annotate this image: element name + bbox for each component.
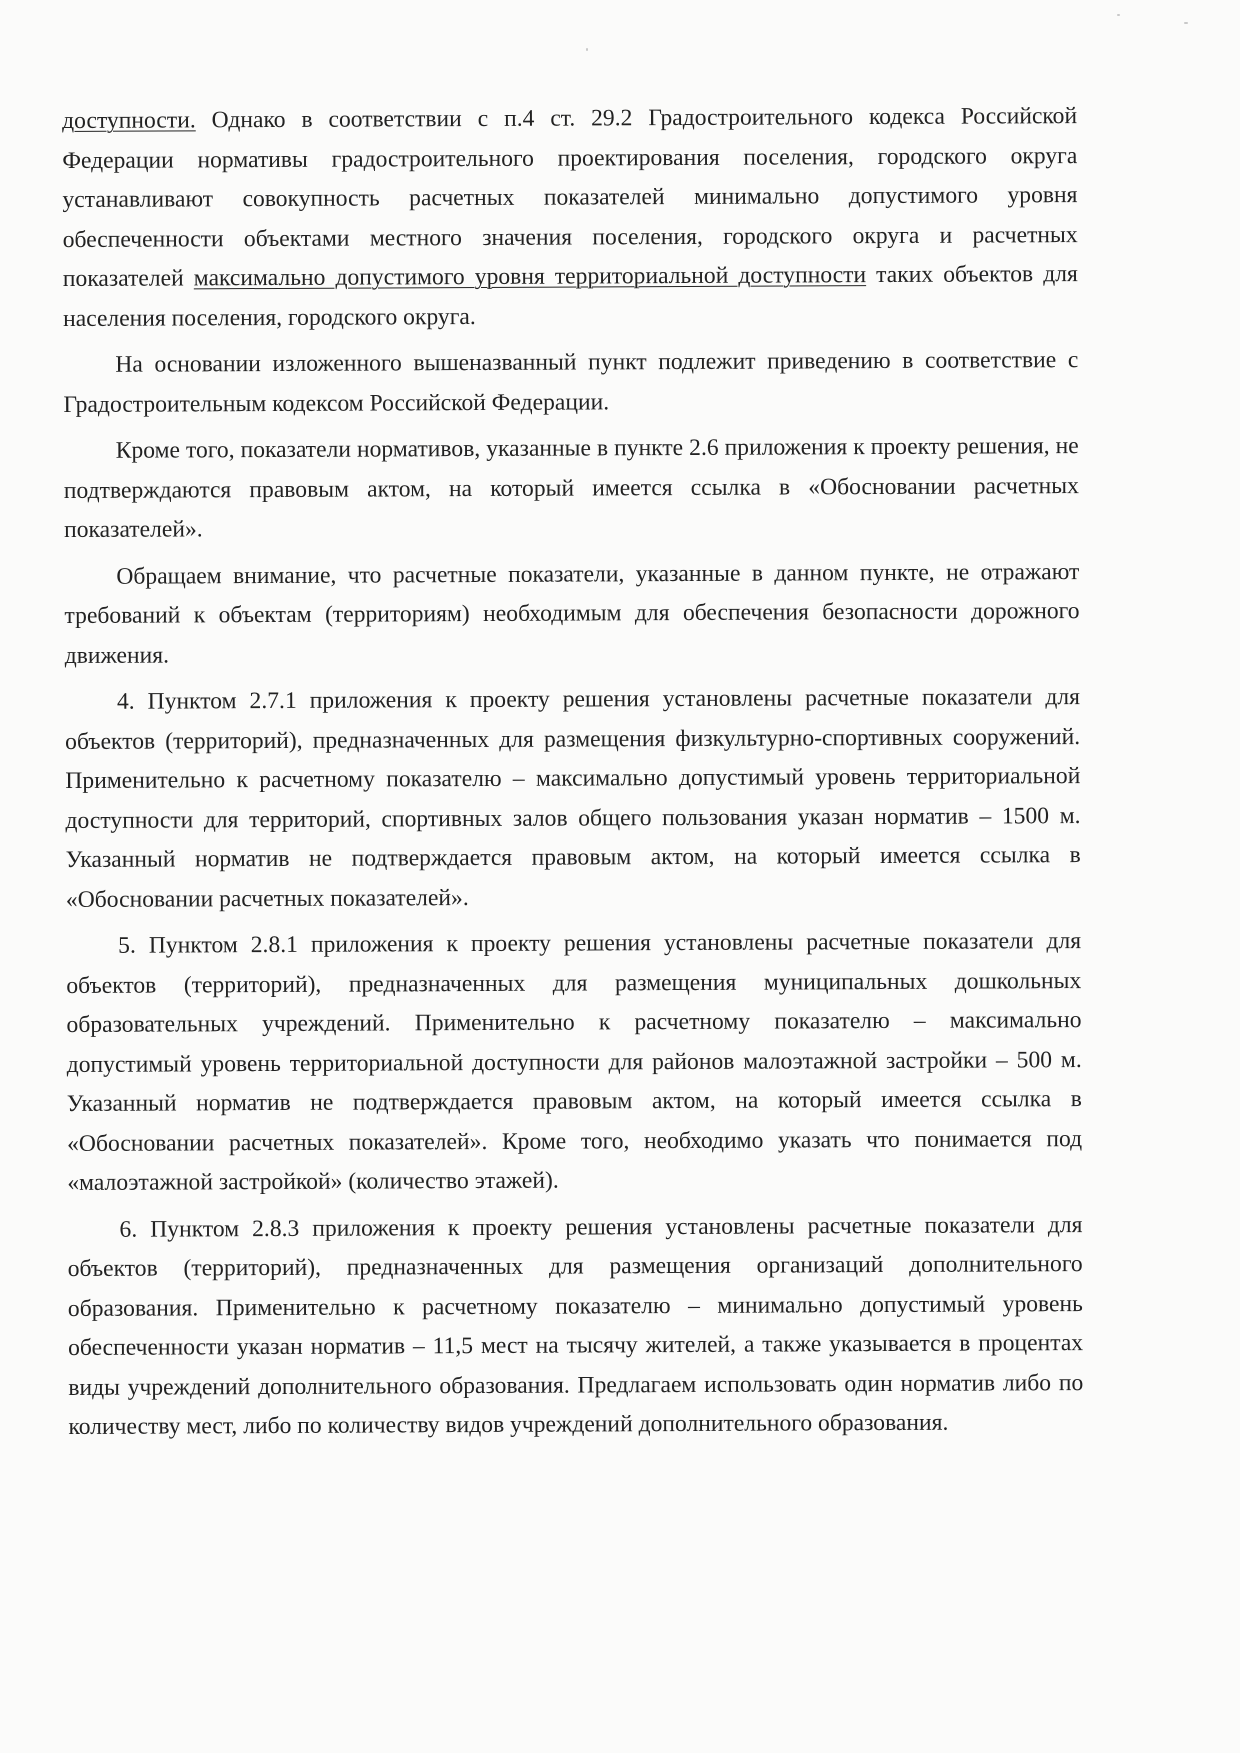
paragraph-3 bbox=[64, 427, 1080, 550]
paragraph-text: На основании изложенного вышеназванный пункт подлежит приведению в соответствие с Градостроительным кодексом Российской Федерации. bbox=[63, 347, 1079, 418]
scan-speck bbox=[586, 48, 588, 51]
scan-speck bbox=[1184, 22, 1188, 24]
paragraph-text: 4. Пунктом 2.7.1 приложения к проекту решения установлены расчетные показатели для объектов (территорий), предназначенных для размещения физкультурно-спортивных сооружений. Применительно к расчетному показателю – максимально допустимый уровень территориальной доступности для территорий, спортивных залов общего пользования указан норматив – 1500 м. Указанный норматив не подтверждается правовым актом, на который имеется ссылка в «Обосновании расчетных показателей». bbox=[65, 684, 1081, 913]
paragraph-text: Обращаем внимание, что расчетные показатели, указанные в данном пункте, не отражают требований к объектам (территориям) необходимым для обеспечения безопасности дорожного движения. bbox=[64, 558, 1080, 669]
underlined-text: максимально допустимого уровня территориальной доступности bbox=[193, 262, 867, 292]
paragraph-2 bbox=[63, 341, 1078, 425]
paragraph-text: Однако в соответствии с п.4 ст. 29.2 Градостроительного кодекса Российской Федерации нормативы градостроительного проектирования поселения, городского округа устанавливают совокупность расчетных показателей минимально допустимого уровня обеспеченности объектами местного значения поселения, городского округа и расчетных показателей bbox=[62, 103, 1078, 292]
paragraph-text: Кроме того, показатели нормативов, указанные в пункте 2.6 приложения к проекту решения, не подтверждаются правовым актом, на который имеется ссылка в «Обосновании расчетных показателей». bbox=[63, 433, 1079, 543]
paragraph-1 bbox=[62, 97, 1078, 339]
paragraph-text: 6. Пунктом 2.8.3 приложения к проекту решения установлены расчетные показатели для объектов (территорий), предназначенных для размещения организаций дополнительного образования. Применительно к расчетному показателю – минимально допустимый уровень обеспеченности указан норматив – 11,5 мест на тысячу жителей, а также указывается в процентах виды учреждений дополнительного образования. Предлагаем использовать один норматив либо по количеству мест, либо по количеству видов учреждений дополнительного образования. bbox=[67, 1211, 1084, 1440]
paragraph-item-5 bbox=[66, 922, 1082, 1203]
scan-speck bbox=[1117, 14, 1120, 16]
paragraph-text: таких объектов для населения поселения, городского округа. bbox=[62, 261, 1078, 332]
underlined-text: доступности. bbox=[62, 107, 196, 134]
paragraph-4 bbox=[64, 553, 1080, 676]
paragraph-item-6 bbox=[67, 1206, 1083, 1448]
document-body bbox=[62, 97, 1084, 1454]
paragraph-text: 5. Пунктом 2.8.1 приложения к проекту решения установлены расчетные показатели для объектов (территорий), предназначенных для размещения муниципальных дошкольных образовательных учреждений. Применительно к расчетному показателю – максимально допустимый уровень территориальной доступности для районов малоэтажной застройки – 500 м. Указанный норматив не подтверждается правовым актом, на который имеется ссылка в «Обосновании расчетных показателей». Кроме того, необходимо указать что понимается под «малоэтажной застройкой» (количество этажей). bbox=[66, 928, 1083, 1196]
paragraph-item-4 bbox=[65, 678, 1081, 920]
